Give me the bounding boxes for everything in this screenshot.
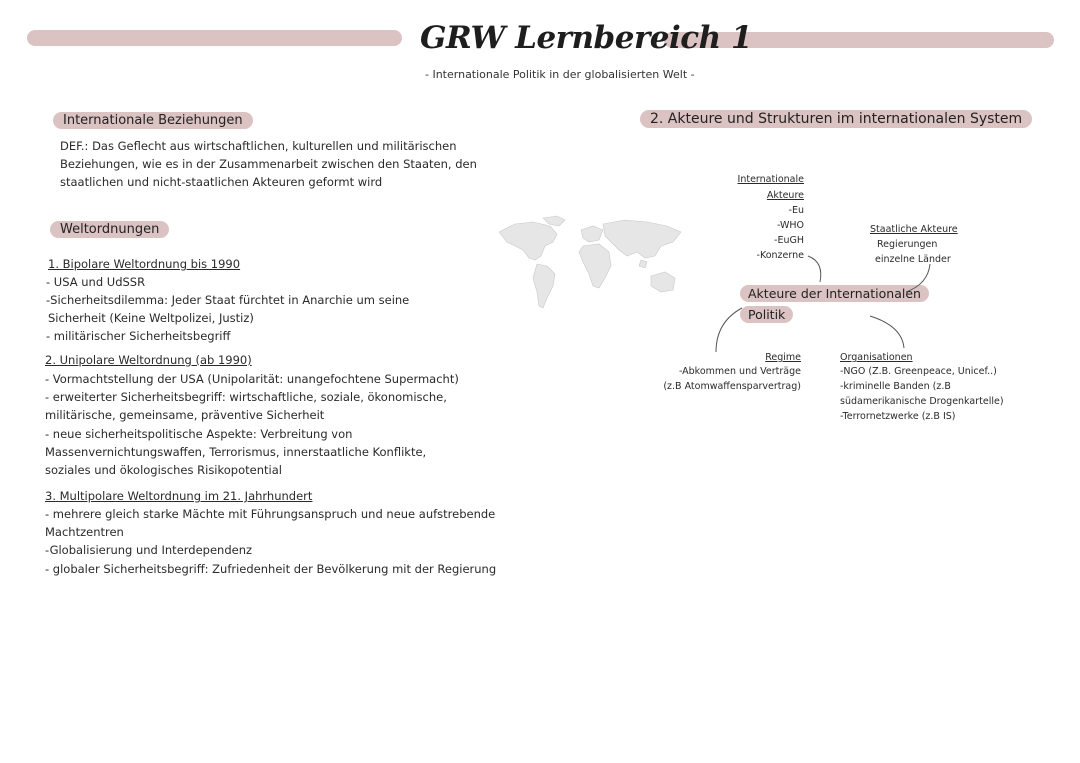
section-line: Sicherheit (Keine Weltpolizei, Justiz): [48, 311, 254, 325]
section-line: soziales und ökologisches Risikopotential: [45, 463, 282, 477]
org-item: -kriminelle Banden (z.B: [840, 381, 951, 392]
definition-line: staatlichen und nicht-staatlichen Akteuren geformt wird: [60, 175, 383, 189]
section-line: -Sicherheitsdilemma: Jeder Staat fürchtet in Anarchie um seine: [46, 293, 410, 307]
section-line: Machtzentren: [45, 525, 124, 539]
section-line: - militärischer Sicherheitsbegriff: [46, 329, 231, 343]
section-line: - neue sicherheitspolitische Aspekte: Verbreitung von: [45, 427, 353, 441]
section-line: - globaler Sicherheitsbegriff: Zufriedenheit der Bevölkerung mit der Regierung: [45, 562, 497, 576]
heading-weltordnungen: Weltordnungen: [50, 221, 169, 238]
org-item: -Terrornetzwerke (z.B IS): [840, 411, 956, 422]
section-title-bipolar: 1. Bipolare Weltordnung bis 1990: [48, 257, 241, 271]
section-line: - Vormachtstellung der USA (Unipolarität: unangefochtene Supermacht): [45, 372, 459, 386]
org-item: -NGO (Z.B. Greenpeace, Unicef..): [840, 366, 997, 377]
ia-item: -Konzerne: [756, 250, 804, 261]
ia-item: -EuGH: [774, 235, 804, 246]
section-line: - mehrere gleich starke Mächte mit Führungsanspruch und neue aufstrebende: [45, 507, 496, 521]
regime-item: -Abkommen und Verträge: [678, 366, 801, 377]
ia-title: Akteure: [766, 190, 804, 201]
sa-item: einzelne Länder: [875, 254, 951, 265]
section-line: - erweiterter Sicherheitsbegriff: wirtschaftliche, soziale, ökonomische,: [45, 390, 447, 404]
sa-item: Regierungen: [877, 239, 938, 250]
page-title: GRW Lernbereich 1: [420, 20, 753, 56]
section-line: - USA und UdSSR: [46, 275, 146, 289]
heading-internationale-beziehungen: Internationale Beziehungen: [53, 112, 253, 129]
sa-title: Staatliche Akteure: [870, 224, 958, 235]
page-subtitle: - Internationale Politik in der globalisierten Welt -: [425, 68, 695, 81]
regime-title: Regime: [765, 352, 801, 363]
ia-title: Internationale: [737, 174, 804, 185]
regime-item: (z.B Atomwaffensparvertrag): [663, 381, 801, 392]
org-title: Organisationen: [840, 352, 913, 363]
center-label-line1: Akteure der Internationalen: [740, 285, 929, 302]
section-line: -Globalisierung und Interdependenz: [45, 543, 253, 557]
heading-akteure-strukturen: 2. Akteure und Strukturen im internationalen System: [640, 110, 1032, 128]
ia-item: -Eu: [788, 205, 804, 216]
section-title-unipolar: 2. Unipolare Weltordnung (ab 1990): [45, 353, 252, 367]
section-line: Massenvernichtungswaffen, Terrorismus, innerstaatliche Konflikte,: [45, 445, 427, 459]
definition-line: Beziehungen, wie es in der Zusammenarbeit zwischen den Staaten, den: [60, 157, 477, 171]
ia-item: -WHO: [776, 220, 804, 231]
section-line: militärische, gemeinsame, präventive Sicherheit: [45, 408, 325, 422]
center-label-line2: Politik: [740, 306, 793, 323]
org-item: südamerikanische Drogenkartelle): [840, 396, 1004, 407]
section-title-multipolar: 3. Multipolare Weltordnung im 21. Jahrhundert: [45, 489, 313, 503]
definition-line: DEF.: Das Geflecht aus wirtschaftlichen, kulturellen und militärischen: [60, 139, 457, 153]
